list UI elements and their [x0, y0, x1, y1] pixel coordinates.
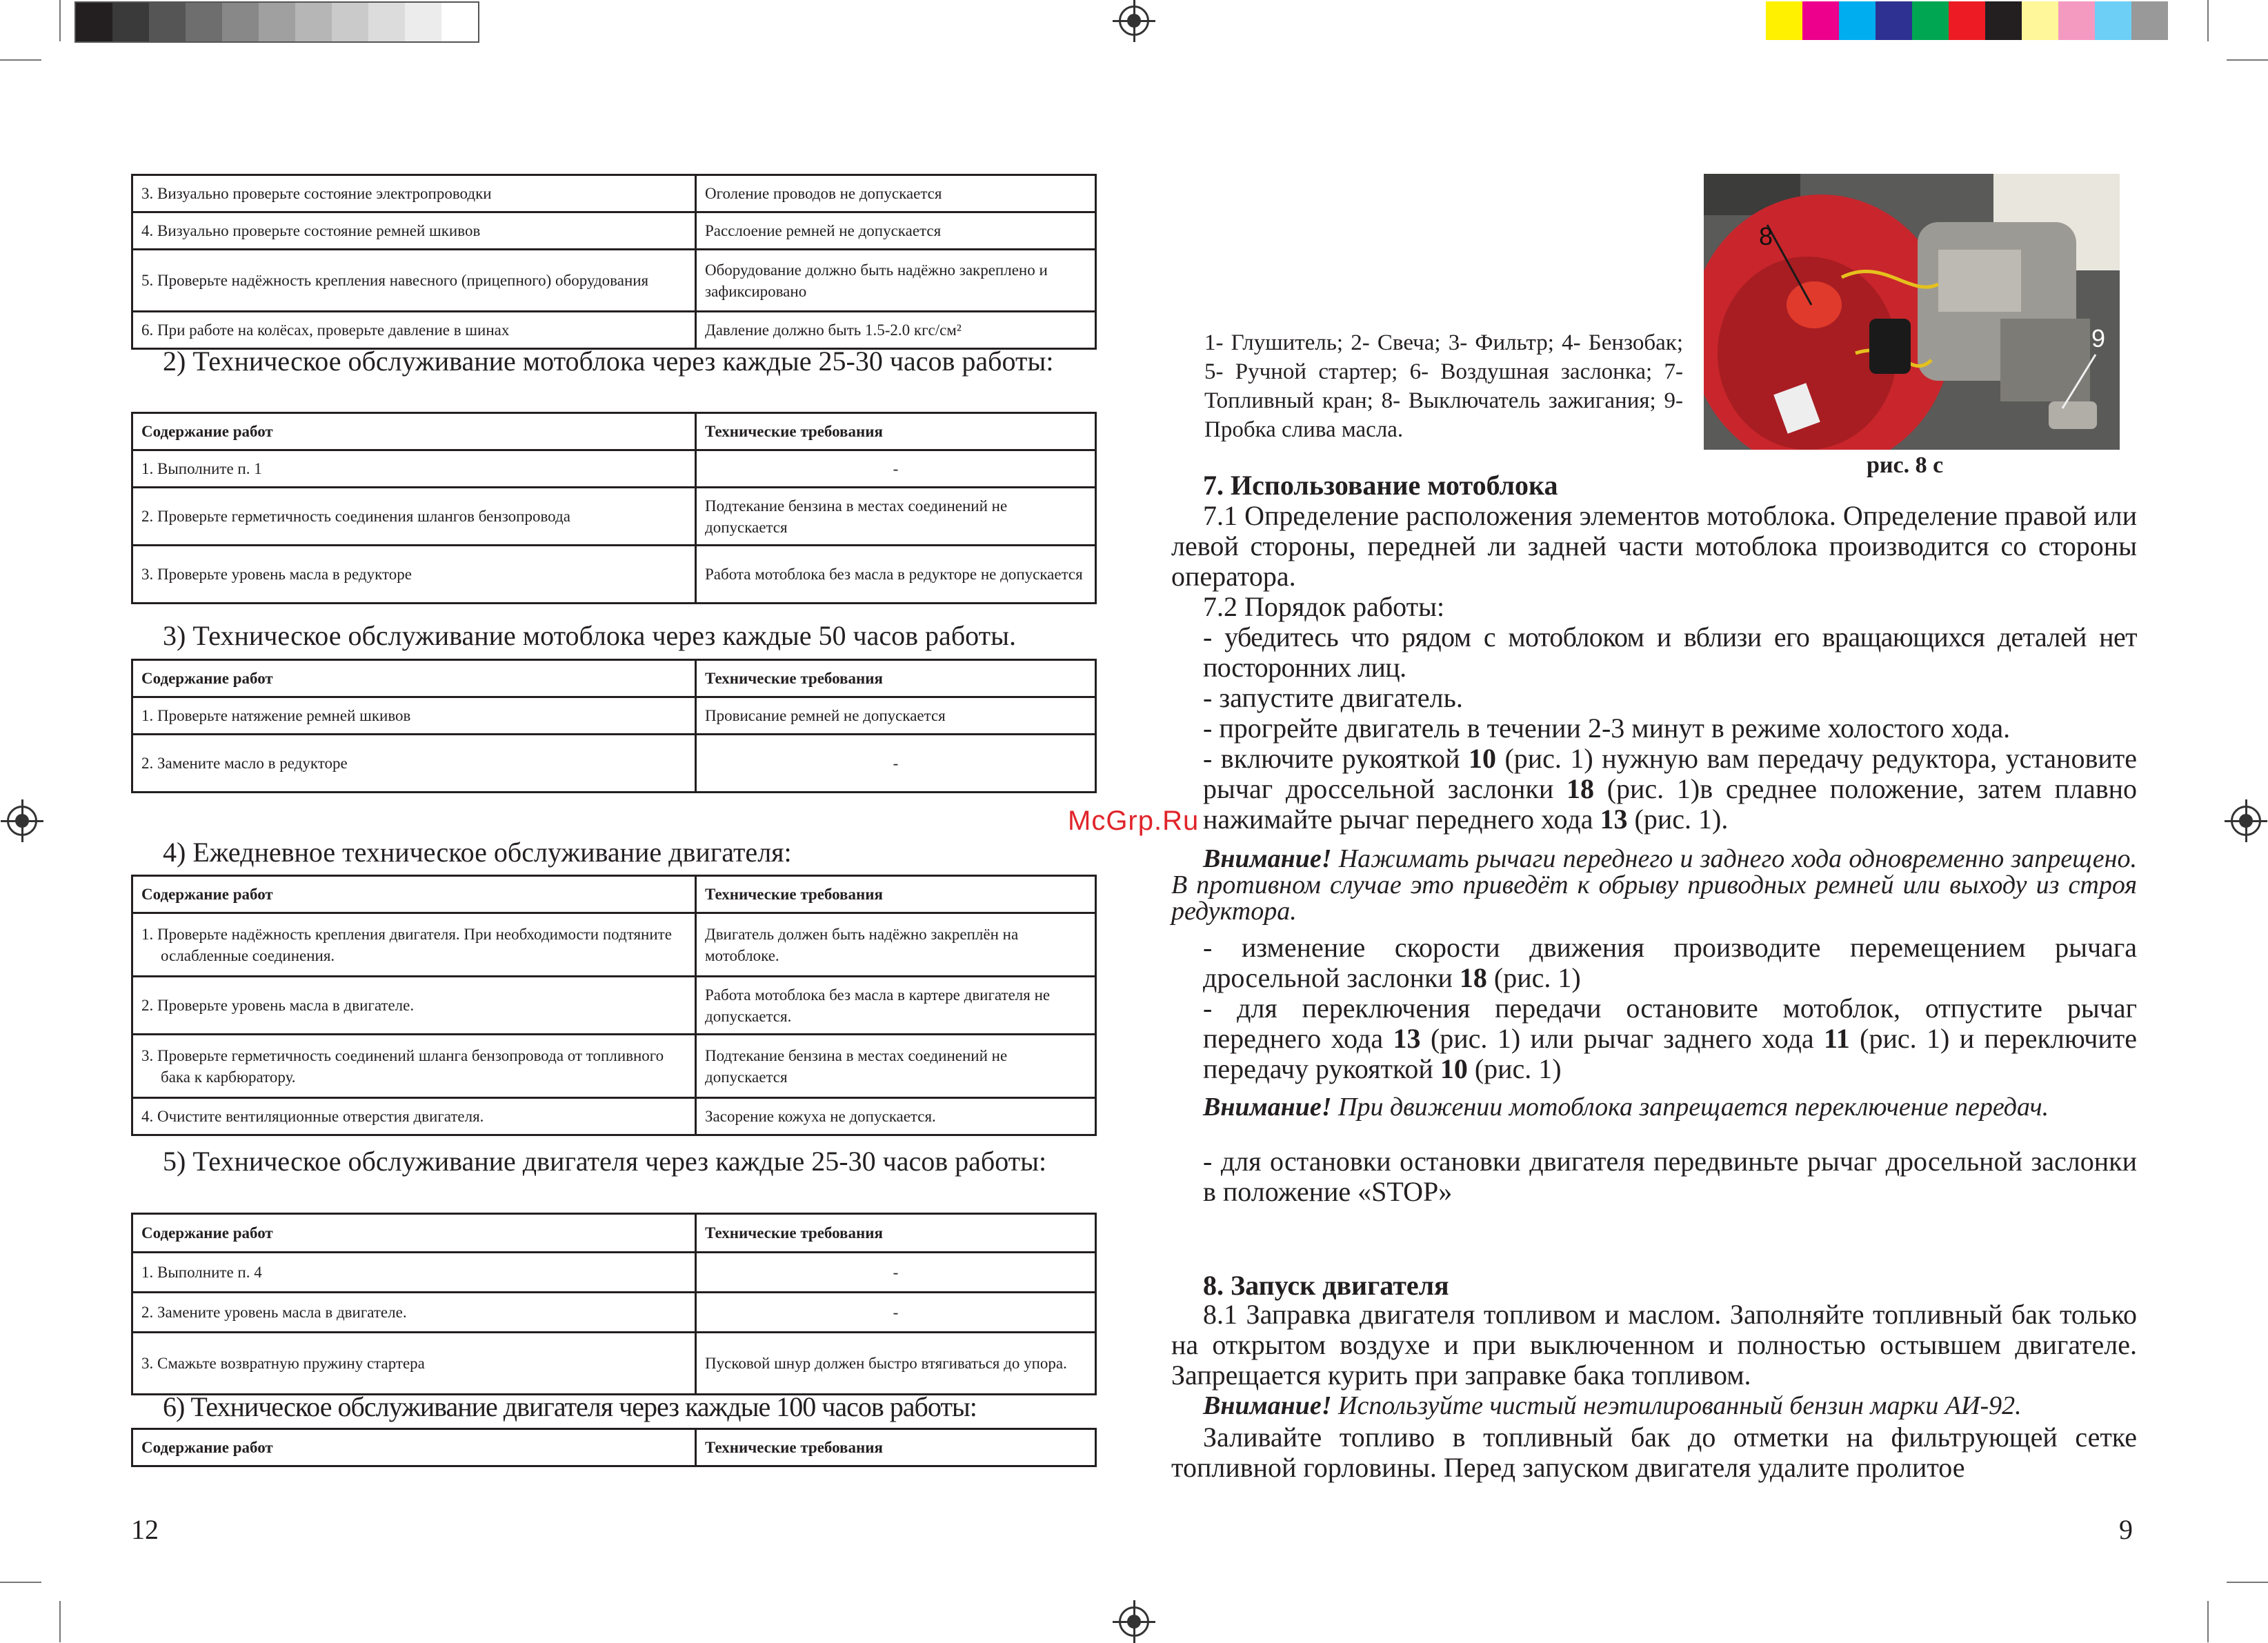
color-calibration-bar [1766, 1, 2168, 40]
engine-photo-image [1704, 174, 2120, 450]
section-3-title: 3) Техническое обслуживание мотоблока через каждые 50 часов работы. [163, 620, 1016, 651]
engine-photo [1704, 174, 2120, 450]
crop-mark [2227, 59, 2268, 61]
warning-fuel: Внимание! Используйте чистый неэтилированный бензин марки АИ-92. [1203, 1391, 2022, 1420]
registration-mark-bottom [1119, 1606, 1149, 1637]
maintenance-table-5: Содержание работ Технические требования 1. Выполните п. 4 - 2. Замените уровень масла в двигателе. - 3. Смажьте возвратную пружину стартера Пусковой шнур должен быстро втягиваться до упора. [131, 1213, 1097, 1395]
bullet-speed-change: - изменение скорости движения производите перемещением рычага дросельной заслонки 18 (рис. 1) [1203, 932, 2137, 993]
section-4-title: 4) Ежедневное техническое обслуживание двигателя: [163, 837, 792, 868]
crop-mark [2227, 1582, 2268, 1583]
photo-label-8: 8 [1759, 222, 1773, 250]
bullet-stop-engine: - для остановки остановки двигателя передвиньте рычаг дросельной заслонки в положение «STOP» [1203, 1146, 2137, 1207]
watermark: McGrp.Ru [1068, 806, 1200, 836]
photo-label-9: 9 [2091, 324, 2106, 352]
gray-calibration-bar [74, 1, 479, 43]
paragraph-7-2: 7.2 Порядок работы: [1203, 591, 1445, 622]
crop-mark [59, 0, 61, 41]
bullet-no-people: - убедитесь что рядом с мотоблоком и вблизи его вращающихся деталей нет посторонних лиц. [1203, 621, 2137, 683]
maintenance-table-6: Содержание работ Технические требования [131, 1428, 1097, 1467]
crop-mark [0, 59, 41, 61]
maintenance-table-4: Содержание работ Технические требования 1. Проверьте надёжность крепления двигателя. При необходимости подтяните ослабленные соединения. Двигатель должен быть надёжно закреплён на мотоблоке. 2. Проверьте уровень масла в двигателе. Работа мотоблока без масла в картере двигателя не допускается. 3. Проверьте герметичность соединений шланга бензопровода от топливного бака к карбюратору. Подтекание бензина в местах соединений не допускается 4. Очистите вентиляционные отверстия двигателя. Засорение кожуха не допускается. [131, 875, 1097, 1136]
bullet-select-gear: - включите рукояткой 10 (рис. 1) нужную вам передачу редуктора, установите рычаг дроссельной заслонки 18 (рис. 1)в среднее положение, затем плавно нажимайте рычаг переднего хода 13 (рис. 1). [1203, 743, 2138, 835]
maintenance-table-3: Содержание работ Технические требования 1. Проверьте натяжение ремней шкивов Провисание ремней не допускается 2. Замените масло в редукторе - [131, 659, 1097, 793]
section-8-heading: 8. Запуск двигателя [1203, 1270, 1449, 1301]
crop-mark [0, 1582, 41, 1583]
bullet-start-engine: - запустите двигатель. [1203, 682, 1463, 713]
page-number-left: 12 [131, 1514, 159, 1545]
figure-caption: 1- Глушитель; 2- Свеча; 3- Фильтр; 4- Бензобак; 5- Ручной стартер; 6- Воздушная заслонка; 7- Топливный кран; 8- Выключатель зажигания; 9- Пробка слива масла. [1204, 330, 1683, 442]
crop-mark [59, 1601, 61, 1642]
paragraph-8-2: Заливайте топливо в топливный бак до отметки на фильтрующей сетке топливной горловины. Перед запуском двигателя удалите пролитое [1171, 1422, 2137, 1483]
crop-mark [2207, 0, 2209, 41]
crop-mark [2207, 1601, 2209, 1642]
bullet-warm-engine: - прогрейте двигатель в течении 2-3 минут в режиме холостого хода. [1203, 713, 2011, 744]
registration-mark-left [7, 806, 37, 836]
maintenance-table-1: 3. Визуально проверьте состояние электропроводки Оголение проводов не допускается 4. Визуально проверьте состояние ремней шкивов Расслоение ремней не допускается 5. Проверьте надёжность крепления навесного (прицепного) оборудования Оборудование должно быть надёжно закреплено и зафиксировано 6. При работе на колёсах, проверьте давление в шинах Давление должно быть 1.5-2.0 кгс/см² [131, 174, 1097, 350]
warning-levers: Внимание! Нажимать рычаги переднего и заднего хода одновременно запрещено. В противном случае это приведёт к обрыву приводных ремней или выходу из строя редуктора. [1171, 844, 2137, 926]
registration-mark-top [1119, 6, 1149, 36]
paragraph-8-1: 8.1 Заправка двигателя топливом и маслом. Заполняйте топливный бак только на открытом воздухе и при выключенном и полностью остывшем двигателе. Запрещается курить при заправке бака топливом. [1171, 1299, 2137, 1391]
paragraph-7-1: 7.1 Определение расположения элементов мотоблока. Определение правой или левой стороны, передней ли задней части мотоблока производится со стороны оператора. [1171, 500, 2137, 592]
figure-label: рис. 8 с [1867, 452, 1944, 478]
section-5-title: 5) Техническое обслуживание двигателя через каждые 25-30 часов работы: [163, 1146, 1047, 1177]
page-number-right: 9 [2119, 1514, 2133, 1545]
section-7-heading: 7. Использование мотоблока [1203, 470, 1558, 501]
warning-gear-change: Внимание! При движении мотоблока запрещается переключение передач. [1203, 1093, 2049, 1122]
section-6-title: 6) Техническое обслуживание двигателя через каждые 100 часов работы: [163, 1391, 977, 1422]
registration-mark-right [2231, 806, 2261, 836]
bullet-gear-switch: - для переключения передачи остановите мотоблок, отпустите рычаг переднего хода 13 (рис. 1) или рычаг заднего хода 11 (рис. 1) и переключите передачу рукояткой 10 (рис. 1) [1203, 993, 2137, 1084]
section-2-title: 2) Техническое обслуживание мотоблока через каждые 25-30 часов работы: [163, 346, 1054, 377]
maintenance-table-2: Содержание работ Технические требования 1. Выполните п. 1 - 2. Проверьте герметичность соединения шлангов бензопровода Подтекание бензина в местах соединений не допускается 3. Проверьте уровень масла в редукторе Работа мотоблока без масла в редукторе не допускается [131, 412, 1097, 604]
